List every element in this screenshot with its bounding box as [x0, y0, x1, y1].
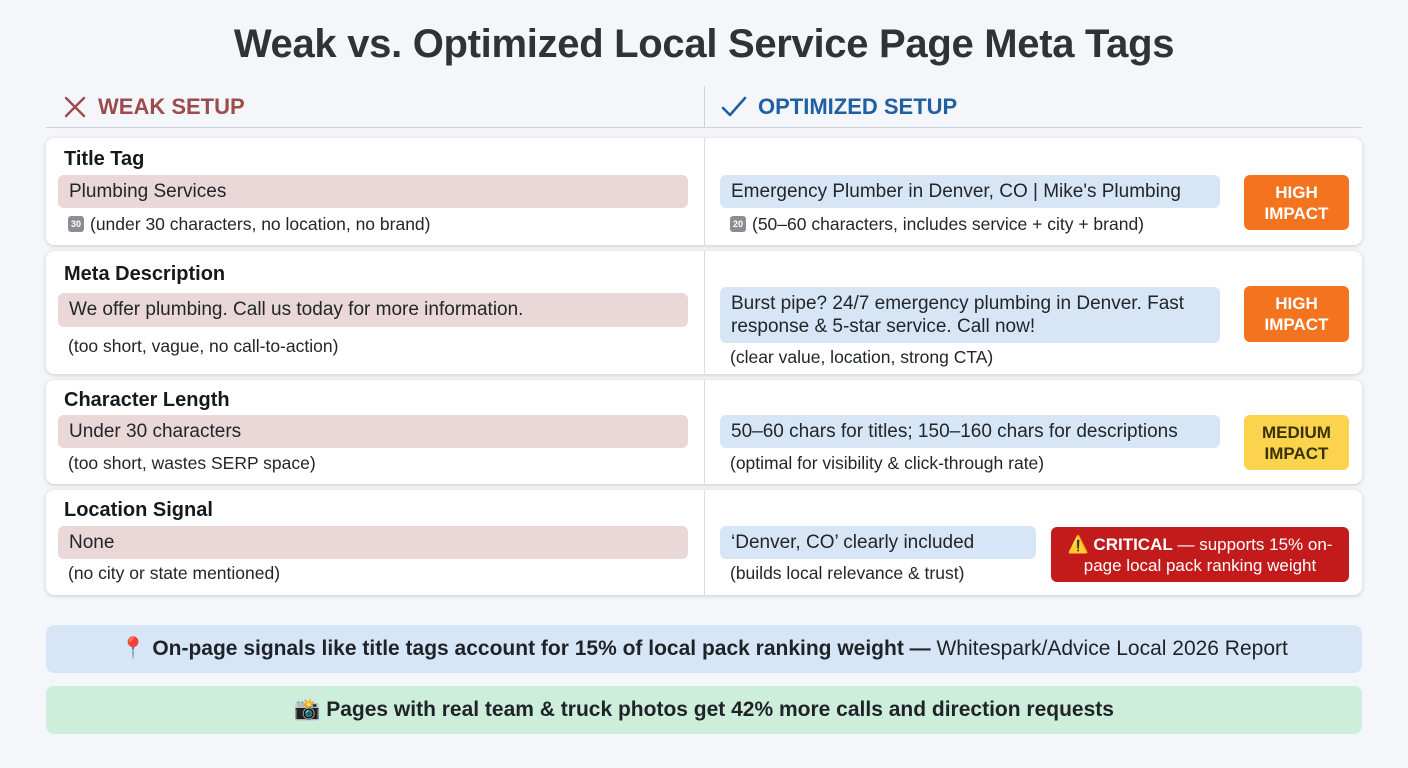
header-rule	[46, 127, 1362, 128]
table-row-location-signal	[46, 490, 1362, 595]
photo-stat-banner	[46, 686, 1362, 734]
weak-value: Plumbing Services	[58, 175, 688, 208]
row-divider	[704, 138, 705, 245]
optimized-column-title: OPTIMIZED SETUP	[758, 94, 958, 119]
weak-value: We offer plumbing. Call us today for more information.	[58, 293, 688, 327]
optimized-value: Burst pipe? 24/7 emergency plumbing in Denver. Fast response & 5-star service. Call now!	[720, 287, 1220, 343]
optimized-note: (clear value, location, strong CTA)	[730, 347, 994, 367]
stat-source: Whitespark/Advice Local 2026 Report	[930, 637, 1288, 660]
weak-note: (too short, wastes SERP space)	[68, 453, 316, 473]
optimized-value: ‘Denver, CO’ clearly included	[720, 526, 1036, 559]
ranking-stat-banner	[46, 625, 1362, 673]
row-label: Meta Description	[64, 263, 226, 285]
photo-text: Pages with real team & truck photos get 42% more calls and direction requests	[326, 698, 1114, 721]
pin-icon: 📍	[120, 637, 147, 660]
row-divider	[704, 380, 705, 484]
optimized-note: (builds local relevance & trust)	[730, 563, 965, 583]
row-label: Title Tag	[64, 148, 145, 170]
optimized-note: 20 (50–60 characters, includes service + city + brand)	[730, 214, 1144, 235]
stat-text: On-page signals like title tags account for 15% of local pack ranking weight —	[152, 637, 931, 660]
impact-badge-high: HIGH IMPACT	[1244, 286, 1349, 342]
weak-note: 30 (under 30 characters, no location, no brand)	[68, 214, 430, 235]
row-divider	[704, 490, 705, 595]
optimized-value: 50–60 chars for titles; 150–160 chars for descriptions	[720, 415, 1220, 448]
column-divider	[704, 86, 705, 128]
table-row-character-length	[46, 380, 1362, 484]
table-row-meta-description	[46, 251, 1362, 374]
number-20-icon: 20	[730, 216, 746, 232]
row-divider	[704, 251, 705, 374]
impact-badge-high: HIGH IMPACT	[1244, 175, 1349, 230]
impact-badge-critical: ⚠️ CRITICAL — supports 15% on- page local pack ranking weight	[1051, 527, 1349, 582]
weak-value: Under 30 characters	[58, 415, 688, 448]
row-label: Character Length	[64, 389, 230, 411]
weak-column-title: WEAK SETUP	[98, 94, 245, 119]
optimized-column-header	[720, 92, 957, 122]
impact-badge-medium: MEDIUM IMPACT	[1244, 415, 1349, 470]
camera-icon: 📸	[294, 698, 321, 721]
check-icon	[720, 94, 748, 120]
critical-label: ⚠️ CRITICAL	[1067, 534, 1173, 554]
optimized-note: (optimal for visibility & click-through rate)	[730, 453, 1045, 473]
number-30-icon: 30	[68, 216, 84, 232]
weak-note: (too short, vague, no call-to-action)	[68, 336, 339, 356]
optimized-value: Emergency Plumber in Denver, CO | Mike's Plumbing	[720, 175, 1220, 208]
table-row-title-tag	[46, 138, 1362, 245]
x-icon	[62, 94, 88, 120]
page-title: Weak vs. Optimized Local Service Page Meta Tags	[233, 22, 1175, 66]
row-label: Location Signal	[64, 499, 213, 521]
weak-column-header	[62, 92, 245, 122]
weak-note: (no city or state mentioned)	[68, 563, 281, 583]
weak-value: None	[58, 526, 688, 559]
